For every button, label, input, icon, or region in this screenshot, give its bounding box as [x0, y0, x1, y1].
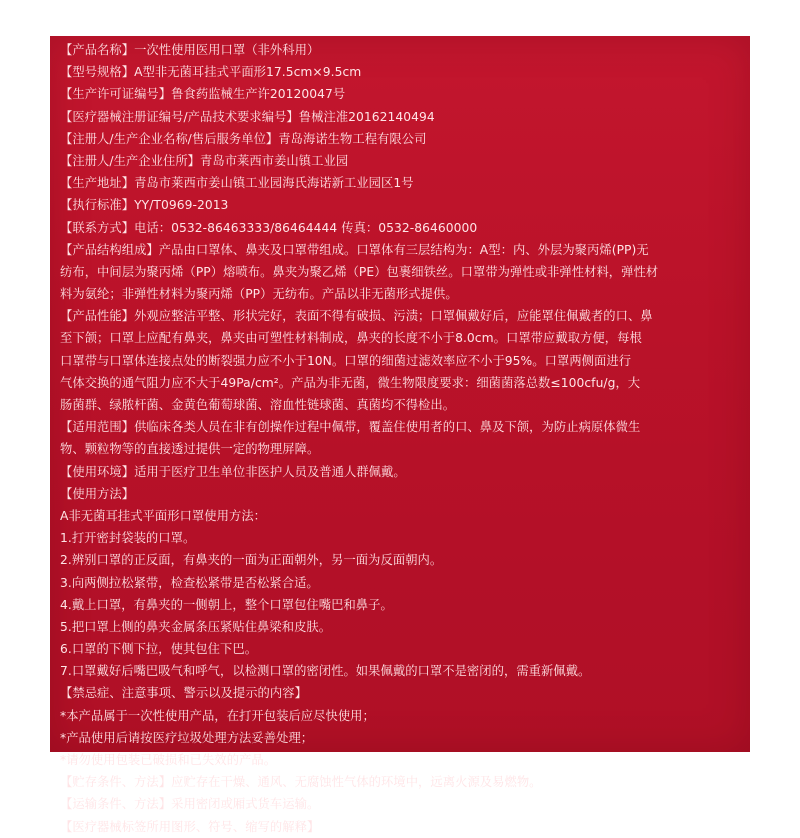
label-line-16: 气体交换的通气阻力应不大于49Pa/cm²。产品为非无菌，微生物限度要求：细菌菌落总数≤100cfu/g，大	[60, 375, 641, 390]
label-line-2: 【型号规格】A型非无菌耳挂式平面形17.5cm×9.5cm	[60, 65, 362, 80]
label-line-33: *请勿使用包装已破损和已失效的产品。	[60, 753, 277, 767]
label-line-3: 【生产许可证编号】鲁食药监械生产许20120047号	[60, 87, 346, 102]
label-line-28: 6.口罩的下侧下拉，使其包住下巴。	[60, 642, 258, 657]
label-line-19: 物、颗粒物等的直接透过提供一定的物理屏障。	[60, 442, 320, 457]
label-line-34: 【贮存条件、方法】应贮存在干燥、通风、无腐蚀性气体的环境中，远离火源及易燃物。	[60, 775, 542, 790]
label-line-5: 【注册人/生产企业名称/售后服务单位】青岛海诺生物工程有限公司	[60, 131, 427, 146]
label-line-30: 【禁忌症、注意事项、警示以及提示的内容】	[60, 686, 307, 701]
label-line-4: 【医疗器械注册证编号/产品技术要求编号】鲁械注准20162140494	[60, 109, 435, 124]
label-line-6: 【注册人/生产企业住所】青岛市莱西市姜山镇工业园	[60, 153, 349, 168]
label-line-12: 料为氨纶；非弹性材料为聚丙烯（PP）无纺布。产品以非无菌形式提供。	[60, 287, 458, 302]
label-line-24: 2.辨别口罩的正反面，有鼻夹的一面为正面朝外，另一面为反面朝内。	[60, 553, 443, 568]
label-line-31: *本产品属于一次性使用产品，在打开包装后应尽快使用；	[60, 708, 375, 723]
label-line-21: 【使用方法】	[60, 486, 135, 501]
label-line-26: 4.戴上口罩，有鼻夹的一侧朝上，整个口罩包住嘴巴和鼻子。	[60, 597, 393, 612]
label-line-1: 【产品名称】一次性使用医用口罩（非外科用）	[60, 43, 320, 57]
label-line-20: 【使用环境】适用于医疗卫生单位非医护人员及普通人群佩戴。	[60, 464, 406, 479]
label-line-14: 至下颌；口罩上应配有鼻夹，鼻夹由可塑性材料制成，鼻夹的长度不小于8.0cm。口罩带应戴取方便，每根	[60, 331, 642, 346]
label-line-29: 7.口罩戴好后嘴巴吸气和呼气，以检测口罩的密闭性。如果佩戴的口罩不是密闭的，需重新佩戴。	[60, 664, 591, 679]
label-line-18: 【适用范围】供临床各类人员在非有创操作过程中佩带，覆盖住使用者的口、鼻及下颌，为防止病原体微生	[60, 420, 641, 435]
label-line-25: 3.向两侧拉松紧带，检查松紧带是否松紧合适。	[60, 575, 319, 590]
label-line-11: 纺布，中间层为聚丙烯（PP）熔喷布。鼻夹为聚乙烯（PE）包裹细铁丝。口罩带为弹性或非弹性材料，弹性材	[60, 264, 659, 279]
label-line-17: 肠菌群、绿脓杆菌、金黄色葡萄球菌、溶血性链球菌、真菌均不得检出。	[60, 398, 456, 412]
label-line-22: A非无菌耳挂式平面形口罩使用方法：	[60, 508, 267, 523]
label-line-8: 【执行标准】YY/T0969-2013	[60, 198, 229, 213]
label-line-13: 【产品性能】外观应整洁平整、形状完好，表面不得有破损、污渍；口罩佩戴好后，应能罩住佩戴者的口、鼻	[60, 309, 653, 324]
label-line-36: 【医疗器械标签所用图形、符号、缩写的解释】	[60, 819, 320, 834]
label-line-23: 1.打开密封袋装的口罩。	[60, 531, 196, 546]
label-line-10: 【产品结构组成】产品由口罩体、鼻夹及口罩带组成。口罩体有三层结构为：A型：内、外层为聚丙烯(PP)无	[60, 242, 649, 257]
product-label-panel	[50, 36, 750, 834]
label-line-15: 口罩带与口罩体连接点处的断裂强力应不小于10N。口罩的细菌过滤效率应不小于95%。口罩两侧面进行	[60, 353, 632, 368]
label-line-32: *产品使用后请按医疗垃圾处理方法妥善处理；	[60, 730, 314, 745]
label-line-27: 5.把口罩上侧的鼻夹金属条压紧贴住鼻梁和皮肤。	[60, 619, 332, 634]
label-line-35: 【运输条件、方法】采用密闭或厢式货车运输。	[60, 797, 320, 812]
label-text-block	[60, 39, 744, 838]
label-line-7: 【生产地址】青岛市莱西市姜山镇工业园海氏海诺新工业园区1号	[60, 176, 414, 191]
label-line-9: 【联系方式】电话：0532-86463333/86464444 传真：0532-86460000	[60, 220, 478, 235]
